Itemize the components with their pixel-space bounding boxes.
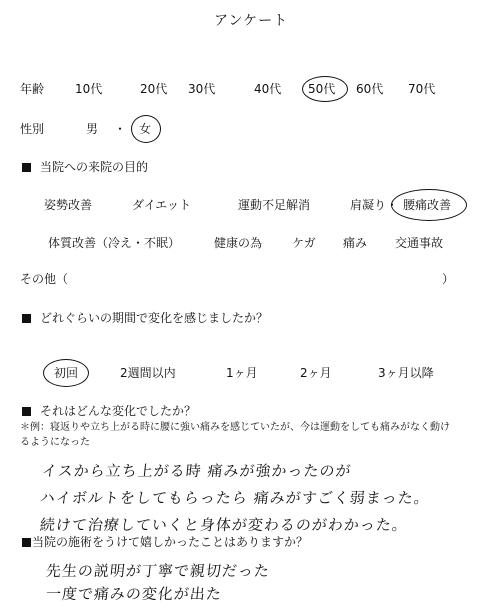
purpose-option-constitution[interactable]: 体質改善（冷え・不眠） [48,236,181,250]
gender-option-male[interactable]: 男 [86,122,99,136]
gender-selection-circle [131,115,161,143]
age-option-20s[interactable]: 20代 [140,82,168,96]
purpose-option-injury[interactable]: ケガ [292,236,316,250]
change-example-line2: るようになった [20,437,90,448]
purpose-option-health[interactable]: 健康の為 [214,236,263,250]
change-answer-line3: 続けて治療していくと身体が変わるのがわかった。 [39,516,409,534]
happy-answer-line2: 一度で痛みの変化が出た [45,585,223,603]
purpose-selection-circle [391,189,467,221]
purpose-option-shoulder[interactable]: 肩凝り・ [350,198,399,212]
gender-option-female[interactable]: 女 [139,122,152,136]
age-option-70s[interactable]: 70代 [408,82,436,96]
gender-separator: ・ [114,122,127,136]
period-option-1month[interactable]: 1ヶ月 [226,366,258,380]
purpose-option-posture[interactable]: 姿勢改善 [44,198,93,212]
age-option-30s[interactable]: 30代 [188,82,216,96]
age-option-60s[interactable]: 60代 [356,82,384,96]
period-option-2months[interactable]: 2ヶ月 [300,366,332,380]
age-option-10s[interactable]: 10代 [75,82,103,96]
change-example-line1: ＊例：寝返りや立ち上がる時に腰に強い痛みを感じていたが、今は運動をしても痛みがなく動け [20,422,450,433]
period-option-2weeks[interactable]: 2週間以内 [120,366,176,380]
purpose-option-traffic-accident[interactable]: 交通事故 [395,236,444,250]
purpose-heading: 当院への来院の目的 [40,160,149,174]
purpose-option-pain[interactable]: 痛み [343,236,368,250]
purpose-option-exercise[interactable]: 運動不足解消 [238,198,311,212]
happy-answer-line1: 先生の説明が丁寧で親切だった [45,562,271,580]
period-option-first[interactable]: 初回 [54,366,79,380]
purpose-option-diet[interactable]: ダイエット [132,198,192,212]
section-bullet-square [22,163,31,172]
purpose-option-backpain[interactable]: 腰痛改善 [403,198,452,212]
period-option-3months[interactable]: 3ヶ月以降 [378,366,434,380]
age-label: 年齢 [20,82,45,96]
change-heading: それはどんな変化でしたか？ [40,404,197,418]
period-heading: どれぐらいの期間で変化を感じましたか？ [40,311,269,325]
page-title: アンケート [214,13,289,29]
gender-label: 性別 [20,122,45,136]
happy-heading: 当院の施術をうけて嬉しかったことはありますか？ [32,535,309,549]
age-selection-circle [302,76,348,102]
age-option-40s[interactable]: 40代 [254,82,282,96]
period-selection-circle [43,359,89,387]
change-answer-line2: ハイボルトをしてもらったら 痛みがすごく弱まった。 [39,489,431,507]
other-label: その他（ [20,272,69,286]
section-bullet-square [22,538,31,547]
change-answer-line1: イスから立ち上がる時 痛みが強かったのが [41,462,353,480]
age-option-50s[interactable]: 50代 [308,82,336,96]
other-close-paren: ） [442,272,455,286]
section-bullet-square [22,407,31,416]
section-bullet-square [22,314,31,323]
